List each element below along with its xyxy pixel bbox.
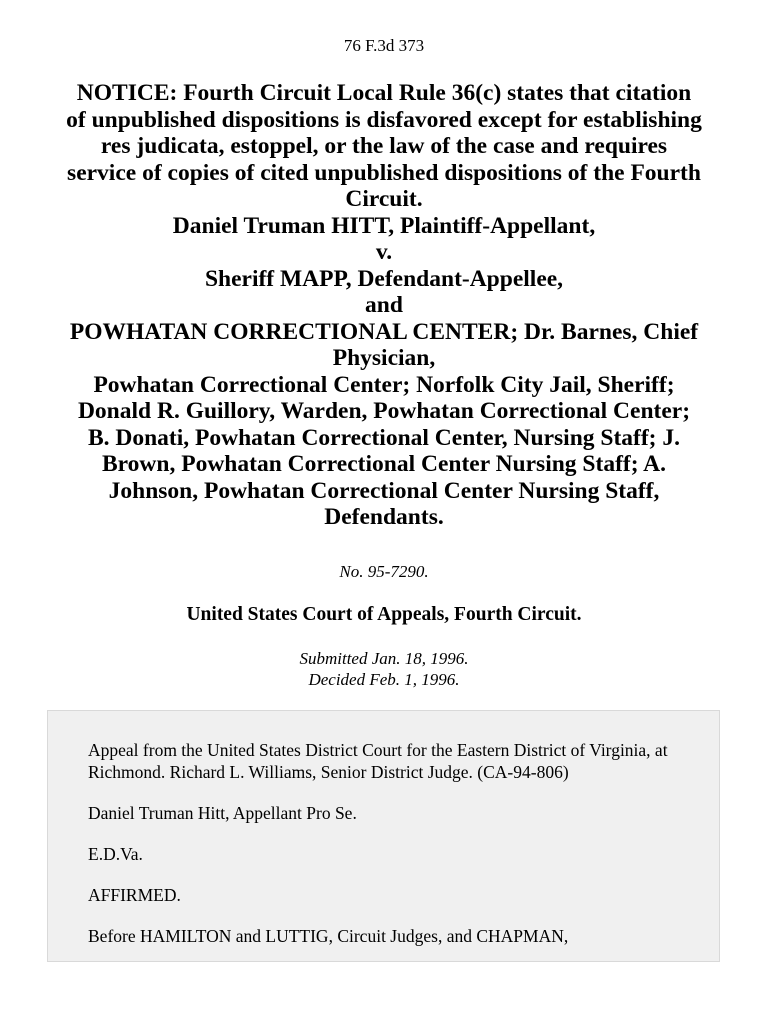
disposition-text: AFFIRMED. — [88, 885, 181, 905]
defendants-line: Donald R. Guillory, Warden, Powhatan Correctional Center; — [77, 398, 691, 424]
notice-line: service of copies of cited unpublished dispositions of the Fourth — [67, 159, 701, 186]
defendants-line: Brown, Powhatan Correctional Center Nursing Staff; A. — [102, 451, 666, 477]
case-citation: 76 F.3d 373 — [343, 36, 425, 55]
docket-number: No. 95-7290. — [339, 562, 429, 581]
plaintiff-line: Daniel Truman HITT, Plaintiff-Appellant, — [172, 212, 596, 239]
notice-line: Circuit. — [345, 186, 423, 212]
submitted-date: Submitted Jan. 18, 1996. — [299, 649, 469, 668]
defendants-line: Powhatan Correctional Center; Norfolk City Jail, Sheriff; — [93, 371, 675, 398]
court-name: United States Court of Appeals, Fourth Circuit. — [186, 604, 582, 625]
defendants-line: B. Donati, Powhatan Correctional Center, Nursing Staff; J. — [87, 424, 681, 451]
defendants-line: Physician, — [332, 345, 436, 371]
defendant-appellee-line: Sheriff MAPP, Defendant-Appellee, — [204, 265, 564, 292]
notice-line: res judicata, estoppel, or the law of the case and requires — [100, 133, 668, 159]
panel-text: Before HAMILTON and LUTTIG, Circuit Judges, and CHAPMAN, — [88, 926, 569, 946]
case-summary-box — [47, 710, 720, 962]
defendants-line: Johnson, Powhatan Correctional Center Nursing Staff, — [108, 477, 660, 504]
case-dates — [0, 648, 768, 690]
decided-date: Decided Feb. 1, 1996. — [308, 670, 460, 689]
defendants-line: Defendants. — [324, 504, 444, 530]
notice-line: NOTICE: Fourth Circuit Local Rule 36(c) states that citation — [76, 80, 692, 106]
defendants-line: POWHATAN CORRECTIONAL CENTER; Dr. Barnes, Chief — [69, 318, 699, 345]
district-text: E.D.Va. — [88, 844, 143, 864]
appeal-from-text: Appeal from the United States District Court for the Eastern District of Virginia, at Richmond. Richard L. Williams, Senior District Judge. (CA-94-806) — [88, 740, 668, 782]
and-line: and — [365, 292, 403, 318]
versus-line: v. — [375, 239, 393, 265]
notice-line: of unpublished dispositions is disfavored except for establishing — [66, 106, 702, 133]
case-caption — [40, 80, 728, 531]
appellant-text: Daniel Truman Hitt, Appellant Pro Se. — [88, 803, 357, 823]
